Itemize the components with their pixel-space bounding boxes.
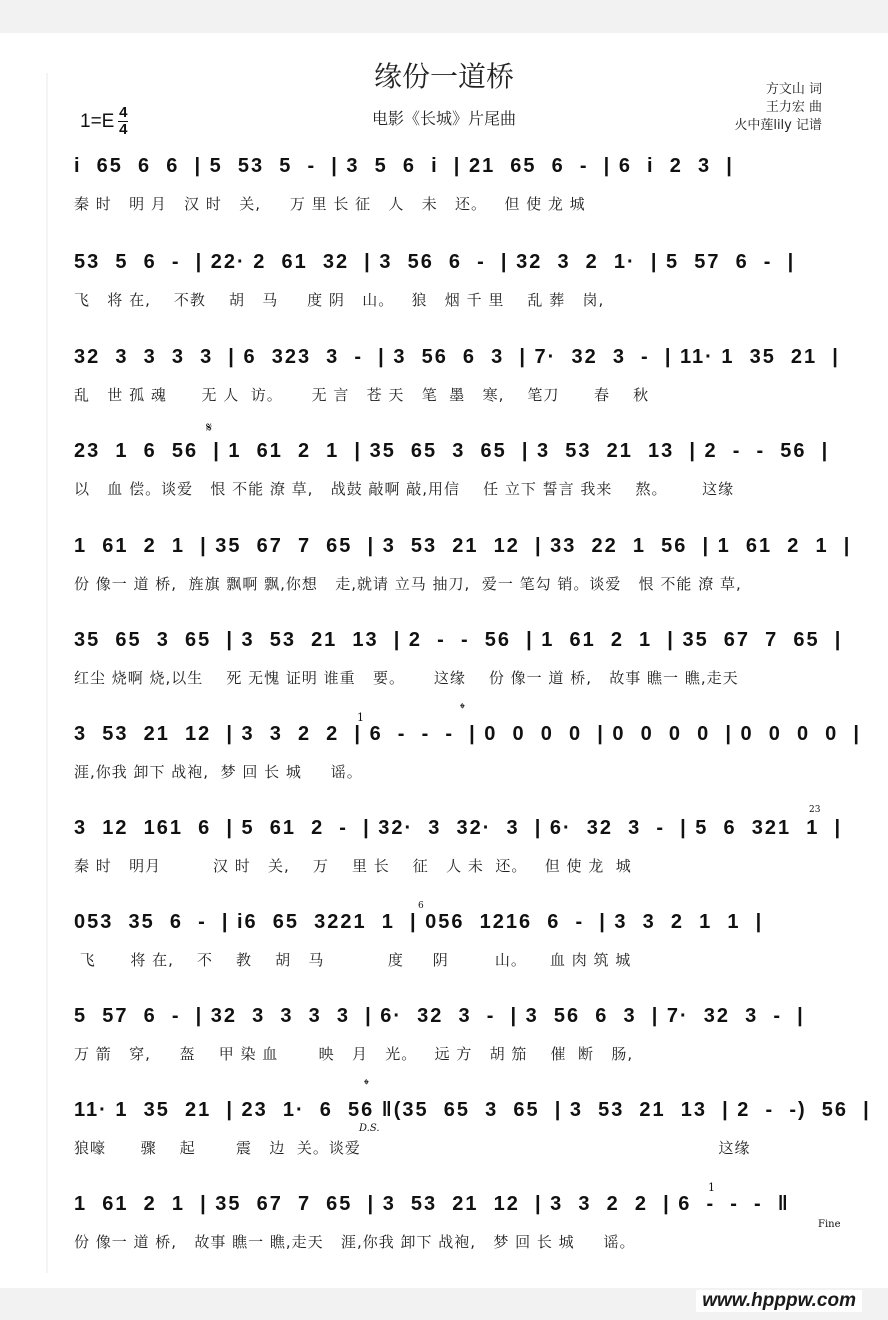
key-label: 1=E xyxy=(80,110,115,132)
page-edge xyxy=(46,73,48,1273)
lyrics: 飞 将 在, 不教 胡 马 度 阴 山。 狼 烟 千 里 乱 葬 岗, xyxy=(74,291,605,309)
lyrics: 红尘 烧啊 烧,以生 死 无愧 证明 谁重 要。 这缘 份 像一 道 桥, 故事 瞧一 瞧,走天 xyxy=(74,669,739,687)
notes: i 65 6 6 | 5 53 5 - | 3 5 6 i | 21 65 6 - | 6 i 2 3 | xyxy=(74,155,734,177)
lyrics: 狼嚎 骤 起 震 边 关。谈爱 这缘 xyxy=(74,1139,751,1157)
watermark: www.hpppw.com xyxy=(696,1290,862,1312)
lyrics: 份 像一 道 桥, 旌旗 飘啊 飘,你想 走,就请 立马 抽刀, 爱一 笔勾 销。谈爱 恨 不能 潦 草, xyxy=(74,575,742,593)
grace-note: 23 xyxy=(809,805,821,815)
volta-mark: 1 xyxy=(708,1181,715,1194)
song-title: 缘份一道桥 xyxy=(373,60,514,93)
lyrics: 份 像一 道 桥, 故事 瞧一 瞧,走天 涯,你我 卸下 战袍, 梦 回 长 城 谣。 xyxy=(74,1233,636,1251)
time-signature: $\frac{4}{4}$ xyxy=(119,104,128,138)
lyrics: 万 箭 穿, 盔 甲 染 血 映 月 光。 远 方 胡 笳 催 断 肠, xyxy=(74,1045,634,1063)
key-signature xyxy=(80,105,128,138)
notes: 23 1 6 56 | 1 61 2 1 | 35 65 3 65 | 3 53 21 13 | 2 - - 56 | xyxy=(74,440,830,462)
notes: 11· 1 35 21 | 23 1· 6 56 ‖(35 65 3 65 | 3 53 21 13 | 2 - -) 56 | xyxy=(74,1099,871,1121)
grace-note: 6 xyxy=(418,901,424,911)
sheet-page xyxy=(0,33,888,1288)
notes: 1 61 2 1 | 35 67 7 65 | 3 53 21 12 | 3 3 2 2 | 6 - - - ‖ xyxy=(74,1193,790,1215)
notes: 5 57 6 - | 32 3 3 3 3 | 6· 32 3 - | 3 56 6 3 | 7· 32 3 - | xyxy=(74,1005,805,1027)
coda-icon: 𝄌 xyxy=(460,701,465,717)
notes: 053 35 6 - | i6 65 3221 1 | 056 1216 6 - | 3 3 2 1 1 | xyxy=(74,911,764,933)
lyrics: 以 血 偿。谈爱 恨 不能 潦 草, 战鼓 敲啊 敲,用信 任 立下 誓言 我来 熬。 这缘 xyxy=(74,480,735,498)
fine-mark: Fine xyxy=(818,1219,841,1230)
composer: 王力宏 曲 xyxy=(765,100,822,115)
notes: 53 5 6 - | 22· 2 61 32 | 3 56 6 - | 32 3 2 1· | 5 57 6 - | xyxy=(74,251,796,273)
lyrics: 飞 将 在, 不 教 胡 马 度 阴 山。 血 肉 筑 城 xyxy=(74,951,632,969)
lyricist: 方文山 词 xyxy=(765,82,822,97)
notes: 3 53 21 12 | 3 3 2 2 | 6 - - - | 0 0 0 0 | 0 0 0 0 | 0 0 0 0 | xyxy=(74,723,862,745)
ds-mark: D.S. xyxy=(359,1123,380,1134)
lyrics: 秦 时 明月 汉 时 关, 万 里 长 征 人 未 还。 但 使 龙 城 xyxy=(74,857,632,875)
notes: 1 61 2 1 | 35 67 7 65 | 3 53 21 12 | 33 22 1 56 | 1 61 2 1 | xyxy=(74,535,852,557)
credits xyxy=(734,81,822,135)
notes: 35 65 3 65 | 3 53 21 13 | 2 - - 56 | 1 61 2 1 | 35 67 7 65 | xyxy=(74,629,843,651)
song-subtitle: 电影《长城》片尾曲 xyxy=(371,109,516,128)
lyrics: 涯,你我 卸下 战袍, 梦 回 长 城 谣。 xyxy=(74,763,363,781)
segno-icon: 𝄋 xyxy=(206,420,213,436)
coda-icon: 𝄌 xyxy=(364,1077,369,1093)
transcriber: 火中莲lily 记谱 xyxy=(734,118,822,133)
volta-mark: 1 xyxy=(357,711,364,724)
notes: 3 12 161 6 | 5 61 2 - | 32· 3 32· 3 | 6· 32 3 - | 5 6 321 1 | xyxy=(74,817,843,839)
notes: 32 3 3 3 3 | 6 323 3 - | 3 56 6 3 | 7· 32 3 - | 11· 1 35 21 | xyxy=(74,346,840,368)
lyrics: 乱 世 孤 魂 无 人 访。 无 言 苍 天 笔 墨 寒, 笔刀 春 秋 xyxy=(74,386,650,404)
lyrics: 秦 时 明 月 汉 时 关, 万 里 长 征 人 未 还。 但 使 龙 城 xyxy=(74,195,586,213)
